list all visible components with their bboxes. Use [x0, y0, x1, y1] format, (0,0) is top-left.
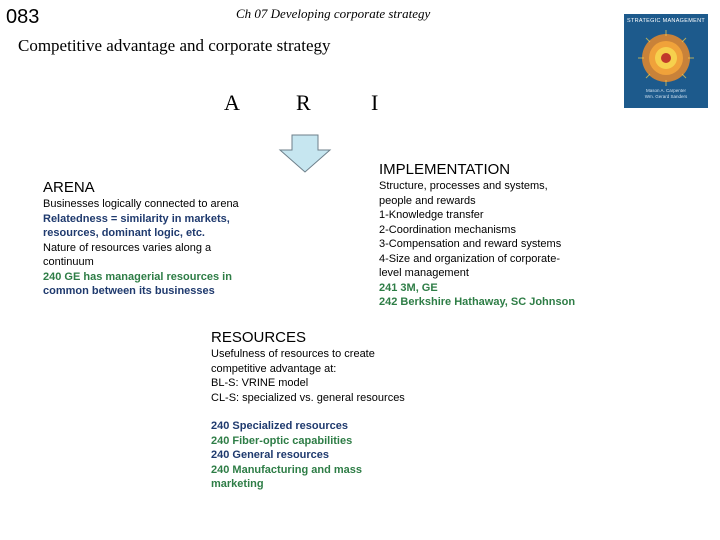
- implementation-line: 3-Compensation and reward systems: [379, 238, 562, 250]
- resources-example: 240 General resources: [211, 449, 330, 461]
- arena-line: resources, dominant logic, etc.: [43, 227, 205, 239]
- book-cover-image: [624, 14, 708, 108]
- implementation-heading: IMPLEMENTATION: [379, 161, 511, 178]
- implementation-line: Structure, processes and systems,: [379, 180, 548, 192]
- chapter-title: Ch 07 Developing corporate strategy: [236, 6, 431, 21]
- book-authors: Mason A. Carpenter Wm. Gerard Sanders: [644, 88, 688, 99]
- resources-line: competitive advantage at:: [211, 362, 337, 375]
- down-arrow-icon: [278, 134, 332, 174]
- implementation-line: level management: [379, 267, 469, 279]
- arena-line: Relatedness = similarity in markets,: [43, 212, 230, 225]
- implementation-line: 1-Knowledge transfer: [379, 209, 484, 221]
- resources-example: 240 Fiber-optic capabilities: [211, 434, 353, 447]
- arena-text: [43, 197, 239, 299]
- implementation-line: people and rewards: [379, 194, 476, 207]
- letter-a: A: [224, 90, 240, 115]
- letter-r: R: [296, 90, 311, 115]
- page-title: Competitive advantage and corporate strategy: [18, 36, 331, 55]
- implementation-line: 4-Size and organization of corporate-: [379, 252, 560, 265]
- resources-examples: [211, 419, 362, 492]
- implementation-example: 242 Berkshire Hathaway, SC Johnson: [379, 296, 576, 308]
- arena-line: Businesses logically connected to arena: [43, 198, 239, 210]
- slide-number: 083: [6, 6, 40, 28]
- arena-line: Nature of resources varies along a: [43, 241, 212, 254]
- resources-line: BL-S: VRINE model: [211, 377, 309, 389]
- resources-heading: RESOURCES: [211, 329, 307, 346]
- arena-line: continuum: [43, 256, 94, 268]
- letter-i: I: [371, 90, 379, 115]
- implementation-example: 241 3M, GE: [379, 281, 438, 294]
- implementation-line: 2-Coordination mechanisms: [379, 223, 516, 236]
- arena-example: 240 GE has managerial resources in: [43, 270, 232, 283]
- book-title: STRATEGIC MANAGEMENT: [626, 18, 705, 24]
- resources-line: CL-S: specialized vs. general resources: [211, 391, 405, 404]
- arena-example: common between its businesses: [43, 285, 215, 297]
- resources-example: marketing: [211, 478, 264, 490]
- implementation-text: [379, 179, 575, 310]
- resources-example: 240 Manufacturing and mass: [211, 463, 362, 476]
- resources-line: Usefulness of resources to create: [211, 348, 375, 360]
- resources-example: 240 Specialized resources: [211, 420, 348, 432]
- resources-text: [211, 347, 405, 405]
- arena-heading: ARENA: [43, 179, 95, 196]
